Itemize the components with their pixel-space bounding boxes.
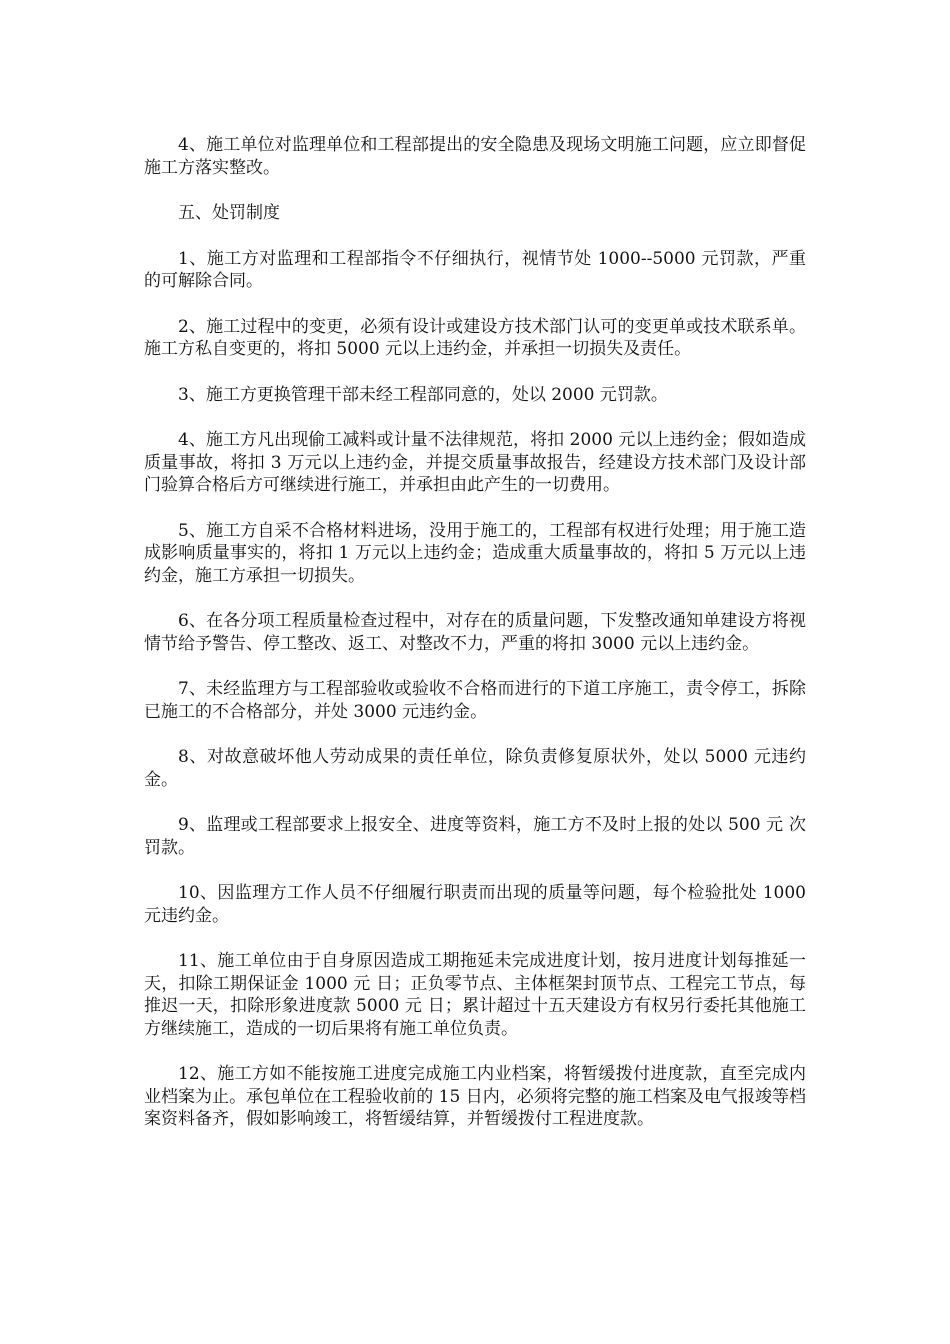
paragraph-penalty-10: 10、因监理方工作人员不仔细履行职责而出现的质量等问题，每个检验批处 1000 元违约金。	[144, 883, 806, 926]
paragraph-penalty-9: 9、监理或工程部要求上报安全、进度等资料，施工方不及时上报的处以 500 元 次罚款。	[144, 815, 806, 858]
document-body	[144, 134, 806, 1154]
paragraph-penalty-12: 12、施工方如不能按施工进度完成施工内业档案，将暂缓拨付进度款，直至完成内业档案为止。承包单位在工程验收前的 15 日内，必须将完整的施工档案及电气报竣等档案资料备齐，假如影响竣工，将暂缓结算，并暂缓拨付工程进度款。	[144, 1064, 806, 1129]
paragraph-item-4-rectification: 4、施工单位对监理单位和工程部提出的安全隐患及现场文明施工问题，应立即督促施工方落实整改。	[144, 135, 806, 178]
paragraph-penalty-6: 6、在各分项工程质量检查过程中，对存在的质量问题，下发整改通知单建设方将视情节给予警告、停工整改、返工、对整改不力，严重的将扣 3000 元以上违约金。	[144, 611, 806, 654]
paragraph-penalty-3: 3、施工方更换管理干部未经工程部同意的，处以 2000 元罚款。	[178, 384, 668, 405]
section-heading-penalty-system: 五、处罚制度	[178, 203, 280, 223]
paragraph-penalty-2: 2、施工过程中的变更，必须有设计或建设方技术部门认可的变更单或技术联系单。施工方私自变更的，将扣 5000 元以上违约金，并承担一切损失及责任。	[144, 316, 806, 359]
paragraph-penalty-4: 4、施工方凡出现偷工减料或计量不法律规范，将扣 2000 元以上违约金；假如造成质量事故，将扣 3 万元以上违约金，并提交质量事故报告，经建设方技术部门及设计部门验算合格后方可继续进行施工，并承担由此产生的一切费用。	[144, 430, 806, 495]
paragraph-penalty-7: 7、未经监理方与工程部验收或验收不合格而进行的下道工序施工，责令停工，拆除已施工的不合格部分，并处 3000 元违约金。	[144, 679, 806, 722]
paragraph-penalty-1: 1、施工方对监理和工程部指令不仔细执行，视情节处 1000--5000 元罚款，严重的可解除合同。	[144, 248, 806, 291]
paragraph-penalty-11: 11、施工单位由于自身原因造成工期拖延未完成进度计划，按月进度计划每推延一天，扣除工期保证金 1000 元 日；正负零节点、主体框架封顶节点、工程完工节点，每推迟一天，扣除形象进度款 5000 元 日；累计超过十五天建设方有权另行委托其他施工方继续施工，造成的一切后果将有施工单位负责。	[144, 951, 806, 1039]
paragraph-penalty-5: 5、施工方自采不合格材料进场，没用于施工的，工程部有权进行处理；用于施工造成影响质量事实的，将扣 1 万元以上违约金；造成重大质量事故的，将扣 5 万元以上违约金，施工方承担一切损失。	[144, 520, 806, 586]
paragraph-penalty-8: 8、对故意破坏他人劳动成果的责任单位，除负责修复原状外，处以 5000 元违约金。	[144, 747, 806, 790]
